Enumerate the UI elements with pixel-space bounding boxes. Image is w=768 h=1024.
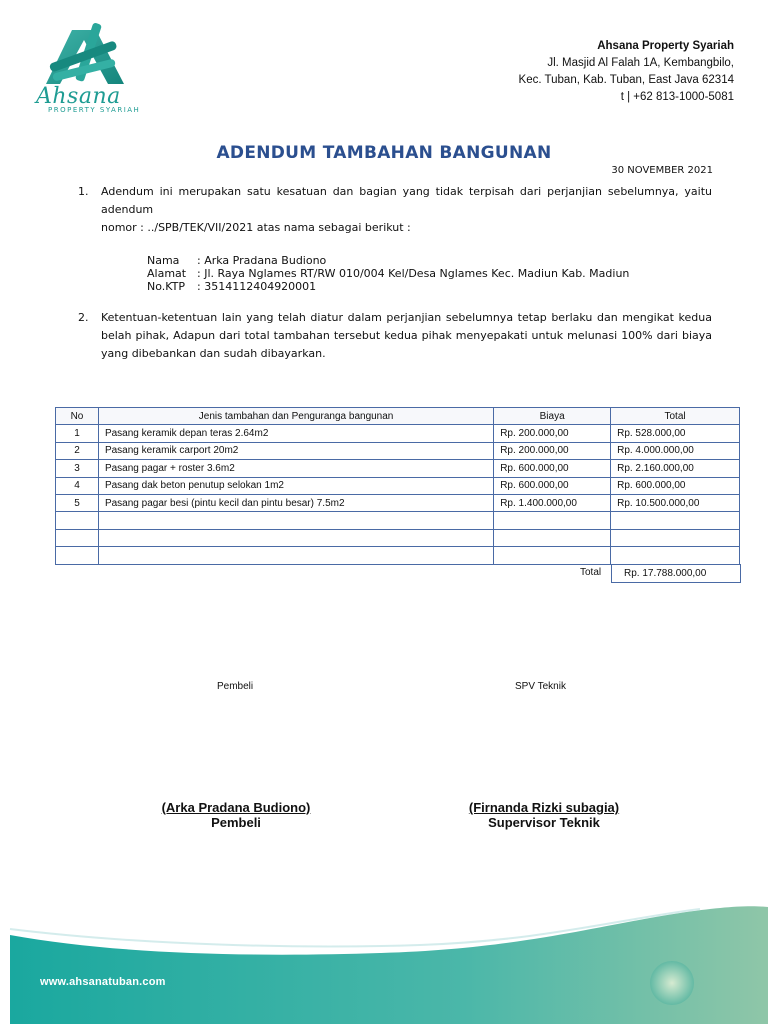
clause-2-number: 2. xyxy=(78,311,89,324)
table-row xyxy=(56,425,740,442)
company-info xyxy=(519,38,734,106)
total-label: Total xyxy=(580,567,602,578)
total-value: Rp. 17.788.000,00 xyxy=(611,564,741,583)
signature-right-role: Supervisor Teknik xyxy=(488,815,600,830)
clause-2-text: Ketentuan-ketentuan lain yang telah diatur dalam perjanjian sebelumnya tetap berlaku dan mengikat kedua belah pihak, Adapun dari total tambahan tersebut kedua pihak menyepakati untuk melunasi 100% dari biaya yang dibebankan dan sudah dibayarkan. xyxy=(101,311,712,360)
alamat-label: Alamat xyxy=(147,267,187,280)
logo-wordmark: Ahsana xyxy=(36,84,121,109)
clause-1-nomor: nomor : ../SPB/TEK/VII/2021 atas nama sebagai berikut : xyxy=(101,221,411,234)
signature-left-label: Pembeli xyxy=(217,681,254,692)
company-name: Ahsana Property Syariah xyxy=(597,40,734,52)
signature-right-label: SPV Teknik xyxy=(515,681,566,692)
footer-wave xyxy=(0,905,768,1024)
header-total: Total xyxy=(611,408,740,425)
table-header-row xyxy=(56,408,740,425)
row-biaya: Rp. 200.000,00 xyxy=(494,425,611,442)
row-no: 3 xyxy=(56,460,99,477)
ktp-value: : 3514112404920001 xyxy=(197,280,317,293)
table-row xyxy=(56,477,740,494)
clause-1 xyxy=(78,183,712,237)
row-desc: Pasang pagar besi (pintu kecil dan pintu besar) 7.5m2 xyxy=(98,494,493,511)
document-date: 30 NOVEMBER 2021 xyxy=(611,165,713,176)
row-desc: Pasang dak beton penutup selokan 1m2 xyxy=(98,477,493,494)
signature-left xyxy=(136,800,336,830)
row-biaya: Rp. 1.400.000,00 xyxy=(494,494,611,511)
table-row xyxy=(56,442,740,459)
company-address-2: Kec. Tuban, Kab. Tuban, East Java 62314 xyxy=(518,74,734,86)
table-row-empty xyxy=(56,512,740,529)
row-total: Rp. 528.000,00 xyxy=(611,425,740,442)
row-desc: Pasang keramik carport 20m2 xyxy=(98,442,493,459)
row-total: Rp. 10.500.000,00 xyxy=(611,494,740,511)
footer-url: www.ahsanatuban.com xyxy=(40,976,166,988)
row-desc: Pasang keramik depan teras 2.64m2 xyxy=(98,425,493,442)
table-row xyxy=(56,494,740,511)
company-phone: t | +62 813-1000-5081 xyxy=(620,91,734,103)
row-total: Rp. 2.160.000,00 xyxy=(611,460,740,477)
row-total: Rp. 600.000,00 xyxy=(611,477,740,494)
table-row-empty xyxy=(56,547,740,564)
table-row-empty xyxy=(56,529,740,546)
row-no: 5 xyxy=(56,494,99,511)
ktp-label: No.KTP xyxy=(147,280,185,293)
signature-left-role: Pembeli xyxy=(211,815,261,830)
clause-1-number: 1. xyxy=(78,185,89,198)
row-no: 4 xyxy=(56,477,99,494)
signature-left-name: (Arka Pradana Budiono) xyxy=(161,800,311,815)
row-desc: Pasang pagar + roster 3.6m2 xyxy=(98,460,493,477)
nama-value: : Arka Pradana Budiono xyxy=(197,254,327,267)
cost-table xyxy=(55,407,740,565)
party-details xyxy=(147,254,629,293)
clause-1-text: Adendum ini merupakan satu kesatuan dan bagian yang tidak terpisah dari perjanjian sebelumnya, yaitu adendum xyxy=(101,185,712,216)
table-row xyxy=(56,460,740,477)
row-biaya: Rp. 200.000,00 xyxy=(494,442,611,459)
header-biaya: Biaya xyxy=(494,408,611,425)
row-no: 1 xyxy=(56,425,99,442)
row-no: 2 xyxy=(56,442,99,459)
signature-right xyxy=(434,800,654,830)
row-biaya: Rp. 600.000,00 xyxy=(494,460,611,477)
document-title: ADENDUM TAMBAHAN BANGUNAN xyxy=(216,143,552,163)
nama-label: Nama xyxy=(147,254,180,267)
header-no: No xyxy=(56,408,99,425)
clause-2 xyxy=(78,309,712,363)
alamat-value: : Jl. Raya Nglames RT/RW 010/004 Kel/Desa Nglames Kec. Madiun Kab. Madiun xyxy=(197,267,630,280)
row-biaya: Rp. 600.000,00 xyxy=(494,477,611,494)
header-desc: Jenis tambahan dan Penguranga bangunan xyxy=(98,408,493,425)
company-address-1: Jl. Masjid Al Falah 1A, Kembangbilo, xyxy=(547,57,734,69)
signature-right-name: (Firnanda Rizki subagia) xyxy=(468,800,620,815)
row-total: Rp. 4.000.000,00 xyxy=(611,442,740,459)
logo-subtitle: PROPERTY SYARIAH xyxy=(48,106,141,114)
